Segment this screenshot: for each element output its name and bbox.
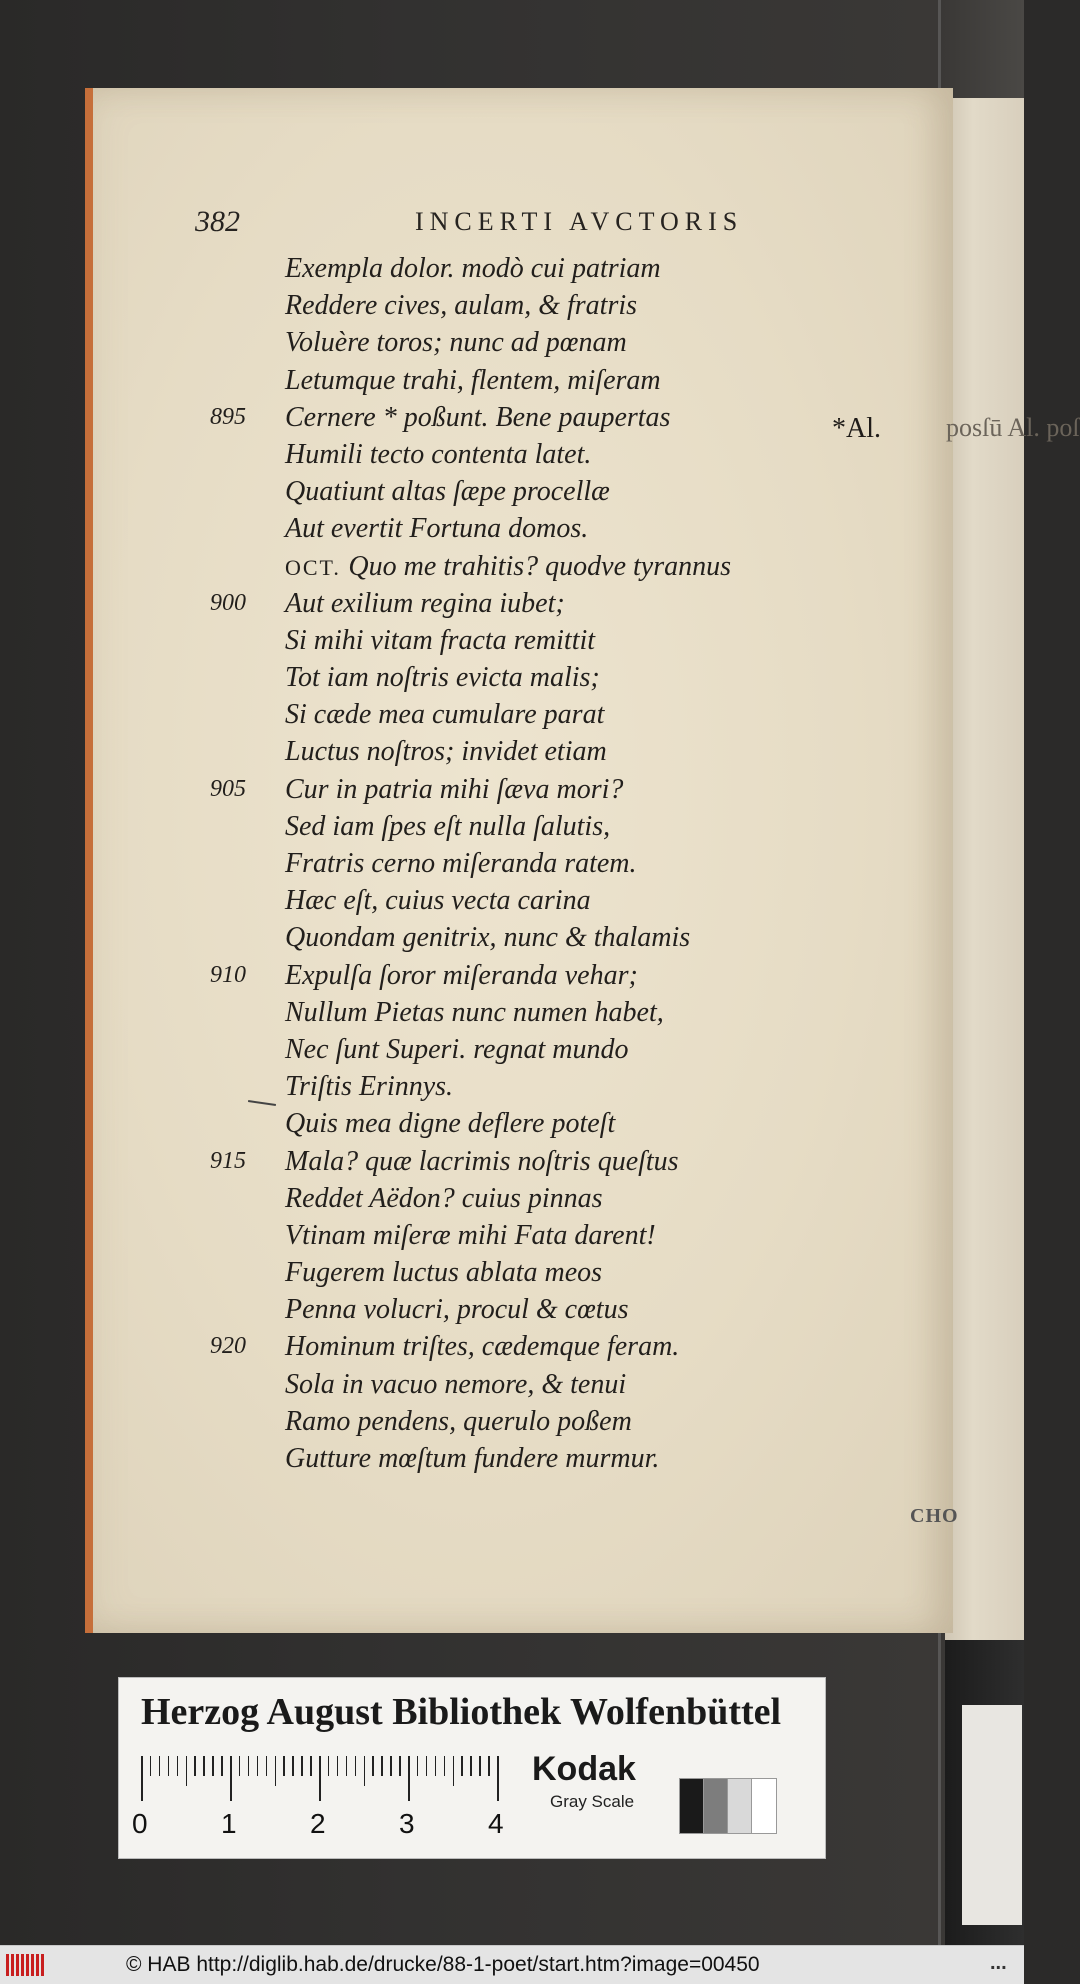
logo-bar <box>36 1954 39 1976</box>
page-number: 382 <box>195 205 240 238</box>
kodak-brand: Kodak <box>532 1750 636 1788</box>
verse-line <box>210 1254 900 1291</box>
verse-line <box>210 324 900 361</box>
verse-line <box>210 1440 900 1477</box>
ruler-tick <box>346 1756 348 1776</box>
ruler-tick <box>390 1756 392 1776</box>
ruler-tick <box>328 1756 330 1776</box>
line-text: Reddere cives, aulam, & fratris <box>285 290 638 322</box>
margin-note-partial: posſū Al. poſ <box>946 413 1080 442</box>
verse-line <box>210 622 900 659</box>
line-number: 920 <box>210 1333 246 1360</box>
ruler-tick <box>194 1756 196 1776</box>
ruler-tick <box>381 1756 383 1776</box>
verse-line <box>210 957 900 994</box>
verse-line <box>210 1403 900 1440</box>
ruler-tick <box>461 1756 463 1776</box>
line-number: 900 <box>210 589 246 616</box>
line-text: Si cæde mea cumulare parat <box>285 699 605 731</box>
adjacent-page <box>945 98 1024 1643</box>
running-head <box>195 205 830 245</box>
line-text: Voluère toros; nunc ad pœnam <box>285 327 627 359</box>
more-options-button[interactable]: ... <box>990 1952 1007 1974</box>
ruler-tick <box>310 1756 312 1776</box>
speaker-label: OCT. <box>285 554 349 580</box>
verse-line <box>210 1105 900 1142</box>
ruler-tick <box>266 1756 268 1776</box>
footer-copyright-link[interactable]: © HAB http://diglib.hab.de/drucke/88-1-poet/start.htm?image=00450 <box>126 1953 760 1976</box>
verse-line <box>210 659 900 696</box>
ruler-tick <box>186 1756 188 1786</box>
ruler-tick <box>141 1756 143 1801</box>
line-text: Exempla dolor. modò cui patriam <box>285 253 661 284</box>
verse-line <box>210 1180 900 1217</box>
verse-line <box>210 1217 900 1254</box>
page-header: INCERTI AVCTORIS <box>415 207 744 236</box>
verse-line <box>210 1328 900 1365</box>
ruler-label: 3 <box>399 1808 415 1839</box>
gray-scale-label: Gray Scale <box>550 1792 635 1811</box>
line-text: Triſtis Erinnys. <box>285 1071 454 1103</box>
ruler-label: 0 <box>132 1808 148 1839</box>
gray-patch <box>703 1778 729 1834</box>
ruler-tick <box>470 1756 472 1776</box>
ruler-tick <box>159 1756 161 1776</box>
verse-line <box>210 287 900 324</box>
ruler-tick <box>212 1756 214 1776</box>
line-text: Expulſa ſoror miſeranda vehar; <box>285 959 638 991</box>
line-text: Fugerem luctus ablata meos <box>285 1257 603 1289</box>
ruler-tick <box>364 1756 366 1786</box>
ruler-label: 4 <box>488 1808 504 1839</box>
ruler-tick <box>488 1756 490 1776</box>
ruler-tick <box>301 1756 303 1776</box>
verse-line <box>210 585 900 622</box>
line-text: Quo me trahitis? quodve tyrannus <box>348 550 732 582</box>
verse-line <box>210 510 900 547</box>
line-text: Cernere * poßunt. Bene paupertas <box>285 401 671 433</box>
gray-patch <box>751 1778 777 1834</box>
line-number: 905 <box>210 775 246 802</box>
verse-line <box>210 733 900 770</box>
line-text: Gutture mœſtum fundere murmur. <box>285 1443 660 1474</box>
gray-patch <box>679 1778 705 1834</box>
logo-bar <box>16 1954 19 1976</box>
ruler-tick <box>372 1756 374 1776</box>
ruler-tick <box>248 1756 250 1776</box>
line-text: Quondam genitrix, nunc & thalamis <box>285 922 691 954</box>
logo-bar <box>11 1954 14 1976</box>
line-number: 910 <box>210 961 246 988</box>
hab-logo-icon <box>6 1954 46 1976</box>
verse-line <box>210 473 900 510</box>
line-text: Reddet Aëdon? cuius pinnas <box>285 1182 603 1214</box>
ruler-tick <box>292 1756 294 1776</box>
logo-bar <box>6 1954 9 1976</box>
line-text: Hominum triſtes, cædemque feram. <box>285 1331 680 1363</box>
line-text: Quatiunt altas ſæpe procellæ <box>285 476 610 508</box>
verse-line <box>210 771 900 808</box>
ruler-tick <box>319 1756 321 1801</box>
ruler-tick <box>435 1756 437 1776</box>
line-text: Aut evertit Fortuna domos. <box>285 513 589 545</box>
line-text: Fratris cerno miſeranda ratem. <box>285 848 637 879</box>
ruler-tick <box>203 1756 205 1776</box>
line-text: Nullum Pietas nunc numen habet, <box>285 996 664 1028</box>
ruler-tick <box>239 1756 241 1776</box>
margin-note: *Al. <box>832 413 881 444</box>
line-text: Luctus noſtros; invidet etiam <box>285 736 607 768</box>
ruler-tick <box>168 1756 170 1776</box>
ruler-tick <box>230 1756 232 1801</box>
verse-line <box>210 1366 900 1403</box>
ruler-tick <box>497 1756 499 1801</box>
ruler-tick <box>408 1756 410 1801</box>
catchword-next-page: CHO <box>910 1505 959 1527</box>
ruler-tick <box>355 1756 357 1776</box>
verse-line <box>210 436 900 473</box>
logo-bar <box>41 1954 44 1976</box>
verse-line <box>210 548 900 585</box>
verse-line <box>210 845 900 882</box>
ruler-tick <box>283 1756 285 1776</box>
ruler-tick <box>479 1756 481 1776</box>
line-text: Penna volucri, procul & cœtus <box>285 1294 629 1326</box>
line-number: 915 <box>210 1147 246 1174</box>
ruler-tick <box>417 1756 419 1776</box>
ruler-tick <box>426 1756 428 1776</box>
adjacent-page-label-card <box>962 1705 1022 1925</box>
ruler-tick <box>337 1756 339 1776</box>
line-text: Ramo pendens, querulo poßem <box>285 1405 632 1437</box>
ruler-tick <box>177 1756 179 1776</box>
verse-line <box>210 994 900 1031</box>
line-number: 895 <box>210 403 246 430</box>
line-text: Si mihi vitam fracta remittit <box>285 624 596 656</box>
verse-line <box>210 882 900 919</box>
verse-text <box>210 250 900 1477</box>
line-text: Letumque trahi, flentem, miſeram <box>285 364 661 396</box>
verse-line <box>210 399 900 436</box>
ruler-tick <box>444 1756 446 1776</box>
line-text: Nec ſunt Superi. regnat mundo <box>285 1033 629 1065</box>
verse-line <box>210 1291 900 1328</box>
verse-line <box>210 362 900 399</box>
ruler-label: 1 <box>221 1808 237 1839</box>
line-text: Cur in patria mihi ſæva mori? <box>285 773 624 805</box>
logo-bar <box>21 1954 24 1976</box>
ruler-tick <box>453 1756 455 1786</box>
footer-bar <box>0 1945 1024 1984</box>
verse-line <box>210 808 900 845</box>
line-text: Quis mea digne deflere poteſt <box>285 1108 616 1140</box>
line-text: Vtinam miſeræ mihi Fata darent! <box>285 1219 656 1251</box>
verse-line <box>210 1143 900 1180</box>
ruler-tick <box>275 1756 277 1786</box>
line-text: Sola in vacuo nemore, & tenui <box>285 1368 627 1400</box>
verse-line <box>210 250 900 287</box>
library-name: Herzog August Bibliothek Wolfenbüttel <box>141 1691 782 1733</box>
verse-line <box>210 1031 900 1068</box>
ruler-tick <box>221 1756 223 1776</box>
logo-bar <box>26 1954 29 1976</box>
color-target-card <box>118 1677 826 1859</box>
line-text: Aut exilium regina iubet; <box>285 587 565 619</box>
verse-line <box>210 696 900 733</box>
line-text: Humili tecto contenta latet. <box>285 438 592 470</box>
ruler-tick <box>150 1756 152 1776</box>
ruler-tick <box>257 1756 259 1776</box>
verse-line <box>210 1068 900 1105</box>
line-text: Tot iam noſtris evicta malis; <box>285 662 600 694</box>
gray-patch <box>727 1778 753 1834</box>
line-text: Hæc eſt, cuius vecta carina <box>285 885 591 917</box>
line-text: Mala? quæ lacrimis noſtris queſtus <box>285 1145 679 1177</box>
line-text: Sed iam ſpes eſt nulla ſalutis, <box>285 810 611 842</box>
ruler-tick <box>399 1756 401 1776</box>
verse-line <box>210 919 900 956</box>
ruler-label: 2 <box>310 1808 326 1839</box>
logo-bar <box>31 1954 34 1976</box>
